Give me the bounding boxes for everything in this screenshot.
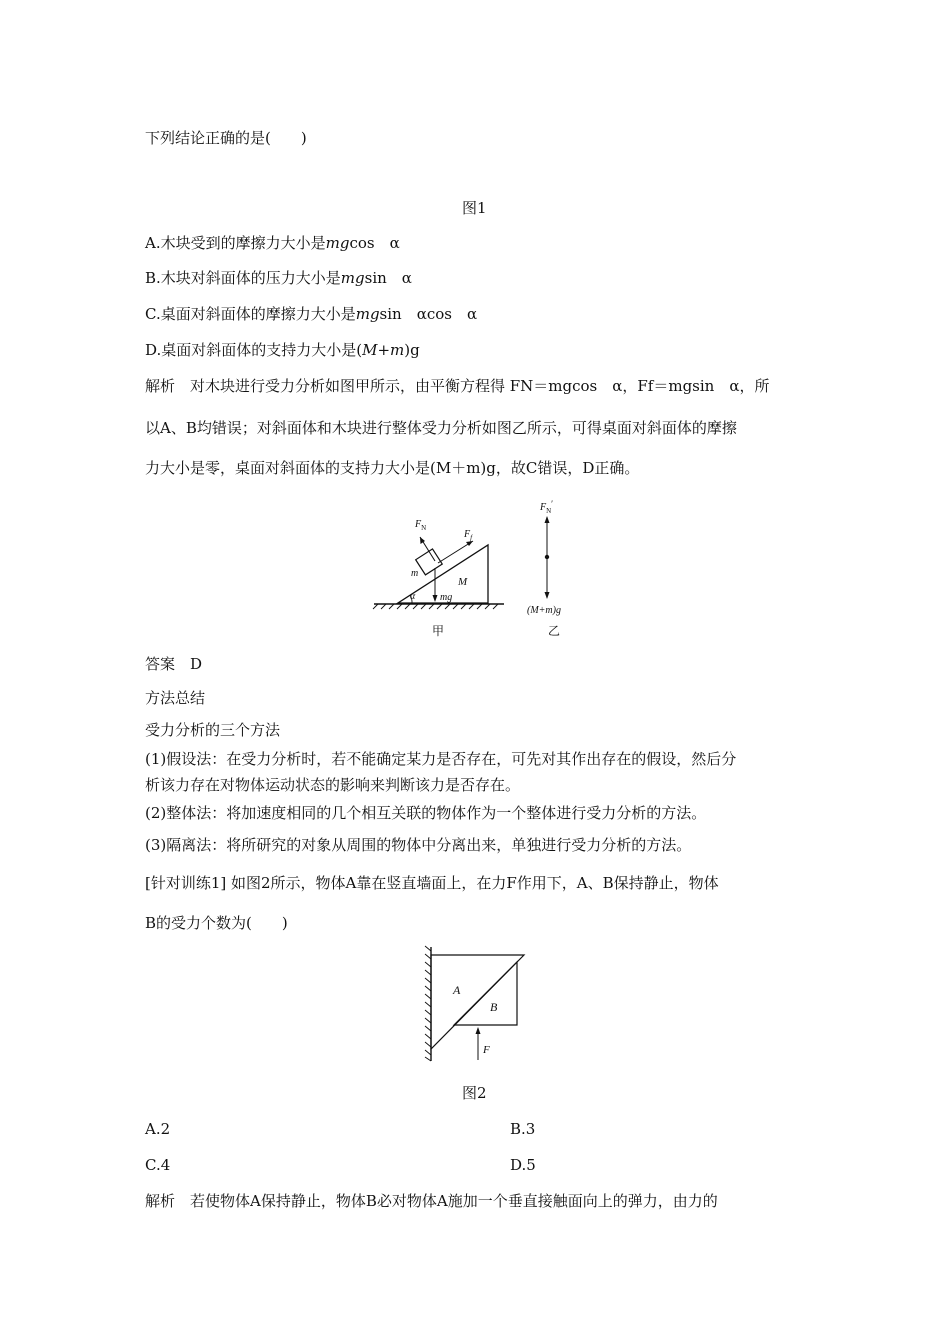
- label-mg: mg: [440, 592, 453, 603]
- figure-yi: [520, 495, 595, 645]
- option-a-math: mg: [325, 234, 350, 252]
- method-subtitle: 受力分析的三个方法: [145, 721, 281, 739]
- figure-2: [415, 945, 530, 1065]
- analysis1-line2: 以A、B均错误；对斜面体和木块进行整体受力分析如图乙所示，可得桌面对斜面体的摩擦: [145, 419, 737, 437]
- label-f: F: [483, 1044, 490, 1056]
- method-1-line2: 析该力存在对物体运动状态的影响来判断该力是否存在。: [145, 776, 521, 794]
- label-a: A: [453, 983, 461, 997]
- analysis1-line1: 解析 对木块进行受力分析如图甲所示，由平衡方程得 FN＝mgcos α，Ff＝mgsin α，所: [145, 377, 770, 395]
- option-d-math: M+m: [362, 341, 405, 359]
- label-alpha: α: [410, 591, 416, 602]
- label-m: m: [411, 568, 419, 579]
- question-stem: 下列结论正确的是( ): [145, 129, 307, 147]
- option-a: [145, 233, 400, 253]
- label-ff: $F_f$: [464, 529, 473, 542]
- mg-arrowhead: [433, 595, 438, 602]
- option-d-prefix: D.桌面对斜面体的支持力大小是(: [145, 341, 363, 359]
- choice-c: C.4: [145, 1156, 171, 1174]
- method-title: 方法总结: [145, 689, 206, 707]
- block-b: [454, 962, 517, 1025]
- label-M: M: [458, 576, 468, 588]
- analysis1-line3: 力大小是零，桌面对斜面体的支持力大小是(M＋m)g，故C错误，D正确。: [145, 459, 640, 477]
- choice-d: D.5: [510, 1156, 536, 1174]
- weight-arrowhead: [545, 592, 550, 599]
- choice-a: A.2: [145, 1120, 171, 1138]
- option-c-math: mg: [355, 305, 380, 323]
- option-b: [145, 268, 412, 288]
- caption-jia: 甲: [432, 624, 445, 638]
- option-c-suffix: sin αcos α: [379, 305, 478, 323]
- label-b: B: [490, 1000, 498, 1014]
- option-b-prefix: B.木块对斜面体的压力大小是: [145, 269, 341, 287]
- caption-yi: 乙: [548, 624, 561, 638]
- method-3: (3)隔离法：将所研究的对象从周围的物体中分离出来，单独进行受力分析的方法。: [145, 836, 692, 854]
- option-d: [145, 340, 420, 360]
- figure-jia: [370, 505, 505, 645]
- wall-hatch: [425, 946, 431, 1061]
- label-fn-prime: $F_N'$: [540, 499, 554, 515]
- label-weight: (M+m)g: [527, 605, 561, 616]
- ground-hatch: [373, 604, 498, 609]
- option-c: [145, 304, 477, 324]
- analysis2: 解析 若使物体A保持静止，物体B必对物体A施加一个垂直接触面向上的弹力，由力的: [145, 1192, 718, 1210]
- label-fn: $F_N$: [415, 519, 427, 532]
- fn-prime-arrowhead: [545, 516, 550, 523]
- option-a-prefix: A.木块受到的摩擦力大小是: [145, 234, 326, 252]
- choice-b: B.3: [510, 1120, 536, 1138]
- method-1-line1: (1)假设法：在受力分析时，若不能确定某力是否存在，可先对其作出存在的假设，然后分: [145, 750, 737, 768]
- option-b-suffix: sin α: [364, 269, 412, 287]
- option-b-math: mg: [340, 269, 365, 287]
- option-a-suffix: cos α: [349, 234, 400, 252]
- f-arrowhead: [476, 1027, 481, 1034]
- training-line1: [针对训练1] 如图2所示，物体A靠在竖直墙面上，在力F作用下，A、B保持静止，物体: [145, 874, 719, 892]
- method-2: (2)整体法：将加速度相同的几个相互关联的物体作为一个整体进行受力分析的方法。: [145, 804, 707, 822]
- answer: 答案 D: [145, 655, 203, 673]
- figure1-caption: 图1: [462, 199, 487, 217]
- option-d-suffix: )g: [404, 341, 420, 359]
- block-m: [416, 549, 443, 575]
- figure2-caption: 图2: [462, 1084, 487, 1102]
- training-line2: B的受力个数为( ): [145, 914, 288, 932]
- option-c-prefix: C.桌面对斜面体的摩擦力大小是: [145, 305, 356, 323]
